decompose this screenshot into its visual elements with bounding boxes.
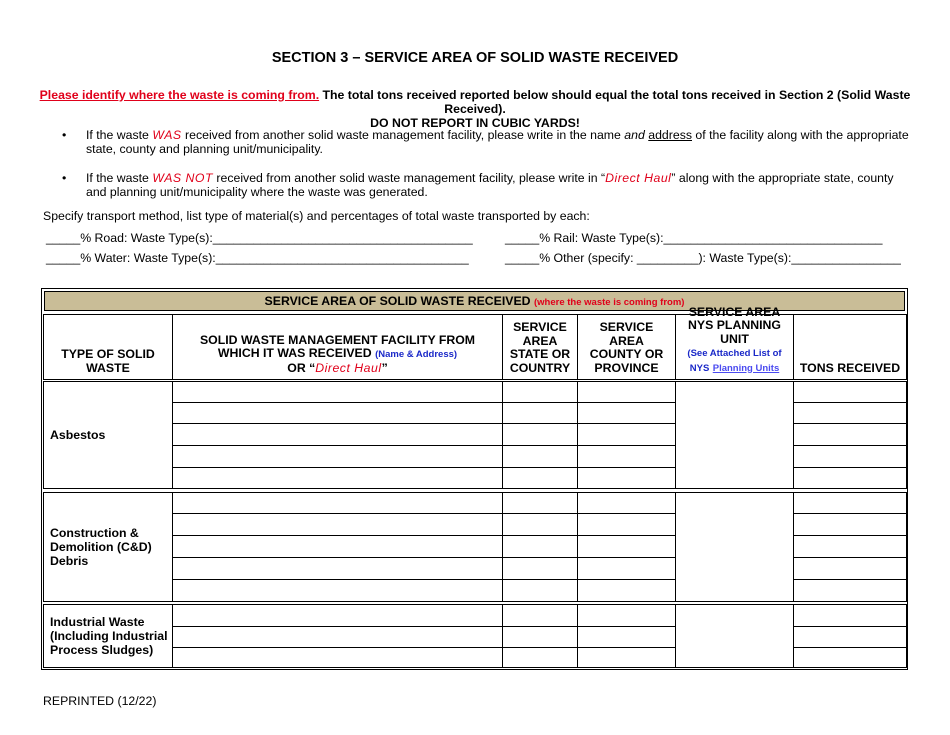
state-field[interactable]: [502, 626, 578, 648]
section-title: SECTION 3 – SERVICE AREA OF SOLID WASTE RECEIVED: [271, 50, 679, 66]
state-field[interactable]: [502, 535, 578, 558]
county-field[interactable]: [577, 402, 676, 424]
reprint-note: REPRINTED (12/22): [43, 694, 157, 708]
road-line[interactable]: _____% Road: Waste Type(s):______________________________________: [46, 231, 473, 245]
intro-statement: The total tons received reported below should equal the total tons received in Section 2 (Solid Waste Received).: [319, 88, 911, 116]
state-field[interactable]: [502, 557, 578, 580]
county-field[interactable]: [577, 647, 676, 668]
header-facility-close: ”: [381, 360, 388, 375]
header-county: [577, 314, 676, 380]
header-facility-or: OR “: [287, 360, 316, 375]
facility-field[interactable]: [172, 579, 503, 602]
facility-field[interactable]: [172, 423, 503, 446]
state-field[interactable]: [502, 381, 578, 403]
county-field[interactable]: [577, 579, 676, 602]
header-tons: [793, 314, 907, 380]
tons-field[interactable]: [793, 467, 907, 489]
rail-line[interactable]: _____% Rail: Waste Type(s):________________________________: [505, 231, 883, 245]
category-cd-label: Construction & Demolition (C&D) Debris: [50, 526, 152, 568]
county-field[interactable]: [577, 604, 676, 627]
tons-field[interactable]: [793, 513, 907, 536]
direct-haul-text: Direct Haul: [605, 171, 672, 185]
facility-field[interactable]: [172, 492, 503, 514]
category-construction-demolition: [43, 492, 173, 602]
state-field[interactable]: [502, 402, 578, 424]
facility-field[interactable]: [172, 647, 503, 668]
state-field[interactable]: [502, 445, 578, 468]
tons-field[interactable]: [793, 626, 907, 648]
intro-paragraph: [18, 88, 932, 130]
bullet-was-not: [86, 171, 916, 199]
tons-field[interactable]: [793, 557, 907, 580]
emphasis-was: WAS: [152, 128, 182, 142]
header-facility: [172, 314, 503, 380]
bullet-was: [86, 128, 916, 156]
category-asbestos-label: Asbestos: [50, 428, 106, 442]
bullet-address: address: [648, 128, 692, 142]
header-type: [43, 314, 173, 380]
state-field[interactable]: [502, 423, 578, 446]
county-field[interactable]: [577, 492, 676, 514]
header-tons-text: TONS RECEIVED: [799, 360, 901, 375]
bullet-text: If the waste: [86, 128, 153, 142]
category-industrial-waste: [43, 604, 173, 668]
tons-field[interactable]: [793, 535, 907, 558]
header-type-text: TYPE OF SOLID WASTE: [61, 347, 155, 375]
facility-field[interactable]: [172, 513, 503, 536]
county-field[interactable]: [577, 513, 676, 536]
tons-field[interactable]: [793, 647, 907, 668]
header-county-text: SERVICE AREA COUNTY OR PROVINCE: [589, 320, 664, 375]
county-field[interactable]: [577, 445, 676, 468]
tons-field[interactable]: [793, 423, 907, 446]
bullet-text: received from another solid waste management facility, please write in “: [212, 171, 606, 185]
facility-field[interactable]: [172, 535, 503, 558]
county-field[interactable]: [577, 423, 676, 446]
header-nys-planning: [675, 304, 794, 380]
tons-field[interactable]: [793, 579, 907, 602]
category-industrial-label: Industrial Waste (Including Industrial Process Sludges): [50, 615, 168, 657]
tons-field[interactable]: [793, 402, 907, 424]
facility-field[interactable]: [172, 402, 503, 424]
county-field[interactable]: [577, 381, 676, 403]
category-asbestos: [43, 381, 173, 489]
planning-unit-field[interactable]: [675, 381, 794, 489]
header-state-text: SERVICE AREA STATE OR COUNTRY: [509, 320, 571, 375]
state-field[interactable]: [502, 513, 578, 536]
bullet-and: and: [624, 128, 645, 142]
banner-title: SERVICE AREA OF SOLID WASTE RECEIVED: [264, 294, 531, 308]
tons-field[interactable]: [793, 604, 907, 627]
tons-field[interactable]: [793, 445, 907, 468]
county-field[interactable]: [577, 467, 676, 489]
planning-units-link[interactable]: Planning Units: [712, 362, 780, 374]
state-field[interactable]: [502, 604, 578, 627]
planning-unit-field[interactable]: [675, 492, 794, 602]
county-field[interactable]: [577, 626, 676, 648]
water-line[interactable]: _____% Water: Waste Type(s):_____________________________________: [46, 251, 469, 265]
bullet-dot: •: [62, 171, 67, 185]
header-facility-text: SOLID WASTE MANAGEMENT FACILITY FROM WHICH IT WAS RECEIVED: [199, 332, 476, 360]
header-facility-note: (Name & Address): [375, 349, 458, 360]
transport-intro: Specify transport method, list type of material(s) and percentages of total waste transported by each:: [43, 209, 590, 223]
header-nys-text: SERVICE AREA NYS PLANNING UNIT: [688, 304, 781, 346]
bullet-text: If the waste: [86, 171, 153, 185]
facility-field[interactable]: [172, 626, 503, 648]
county-field[interactable]: [577, 535, 676, 558]
bullet-text: ” along with the appropriate state, county and planning unit/municipality where the waste was generated.: [86, 171, 894, 199]
state-field[interactable]: [502, 492, 578, 514]
state-field[interactable]: [502, 579, 578, 602]
state-field[interactable]: [502, 647, 578, 668]
facility-field[interactable]: [172, 467, 503, 489]
facility-field[interactable]: [172, 557, 503, 580]
header-state: [502, 314, 578, 380]
bullet-text: received from another solid waste management facility, please write in the name: [181, 128, 625, 142]
header-nys-note: (See Attached List of NYS: [687, 348, 782, 374]
bullet-text: of the facility along with the appropriate state, county and planning unit/municipality.: [86, 128, 909, 156]
facility-field[interactable]: [172, 604, 503, 627]
tons-field[interactable]: [793, 381, 907, 403]
planning-unit-field[interactable]: [675, 604, 794, 668]
intro-instruction: Please identify where the waste is coming from.: [39, 88, 320, 102]
facility-field[interactable]: [172, 381, 503, 403]
emphasis-was-not: WAS NOT: [152, 171, 213, 185]
bullet-dot: •: [62, 128, 67, 142]
other-line[interactable]: _____% Other (specify: _________): Waste Type(s):________________: [505, 251, 901, 265]
tons-field[interactable]: [793, 492, 907, 514]
intro-warning: DO NOT REPORT IN CUBIC YARDS!: [370, 116, 580, 130]
state-field[interactable]: [502, 467, 578, 489]
header-direct-haul: Direct Haul: [315, 360, 382, 375]
facility-field[interactable]: [172, 445, 503, 468]
banner-note: (where the waste is coming from): [534, 297, 685, 308]
county-field[interactable]: [577, 557, 676, 580]
